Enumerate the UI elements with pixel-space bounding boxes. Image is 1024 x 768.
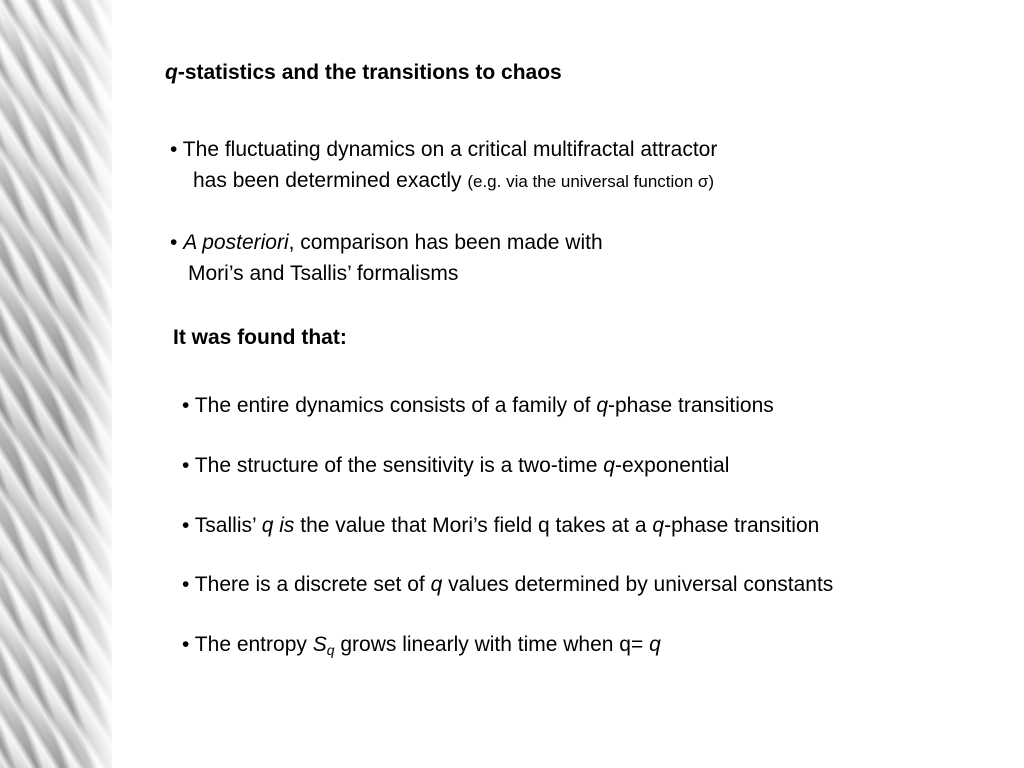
finding-3-q: q is (261, 514, 295, 537)
finding-3-b: the value that Mori’s field q takes at a (294, 514, 653, 537)
finding-3 (182, 511, 819, 541)
bullet-2-line-2: Mori’s and Tsallis’ formalisms (188, 262, 459, 285)
finding-5-subscript: q (326, 642, 335, 658)
bullet-2-rest: , comparison has been made with (288, 231, 603, 254)
bullet-1-line-2-text: has been determined exactly (193, 169, 462, 192)
title-text: -statistics and the transitions to chaos (177, 61, 562, 84)
finding-5 (182, 630, 661, 661)
finding-1-a: • The entire dynamics consists of a family of (182, 394, 597, 417)
finding-3-q2: q (652, 514, 665, 537)
finding-4-q: q (430, 573, 443, 596)
finding-4-b: values determined by universal constants (442, 573, 834, 596)
finding-3-a: • Tsallis’ (182, 514, 262, 537)
finding-2-q: q (603, 454, 615, 477)
finding-5-b: grows linearly with time when q= (334, 633, 650, 656)
title-q: q (165, 61, 178, 84)
finding-2 (182, 451, 729, 481)
bullet-2-line-1 (170, 228, 603, 258)
finding-2-b: -exponential (614, 454, 730, 477)
finding-1-q: q (596, 394, 608, 417)
finding-3-c: -phase transition (664, 514, 820, 537)
slide-title (165, 58, 562, 88)
findings-heading: It was found that: (173, 326, 347, 349)
finding-5-a: • The entropy (182, 633, 313, 656)
finding-5-q: q (649, 633, 661, 656)
bullet-2-italic: A posteriori (183, 231, 289, 254)
finding-1 (182, 391, 774, 421)
finding-2-a: • The structure of the sensitivity is a two-time (182, 454, 604, 477)
bullet-1-note: (e.g. via the universal function σ) (467, 172, 715, 191)
finding-1-b: -phase transitions (608, 394, 774, 417)
finding-4 (182, 570, 833, 600)
bullet-1-line-1: • The fluctuating dynamics on a critical multifractal attractor (170, 138, 718, 161)
bullet-1-line-2 (193, 166, 714, 197)
finding-4-a: • There is a discrete set of (182, 573, 431, 596)
finding-5-S: S (312, 633, 327, 656)
decorative-background-panel (0, 0, 112, 768)
bullet-2-prefix: • (170, 231, 184, 254)
